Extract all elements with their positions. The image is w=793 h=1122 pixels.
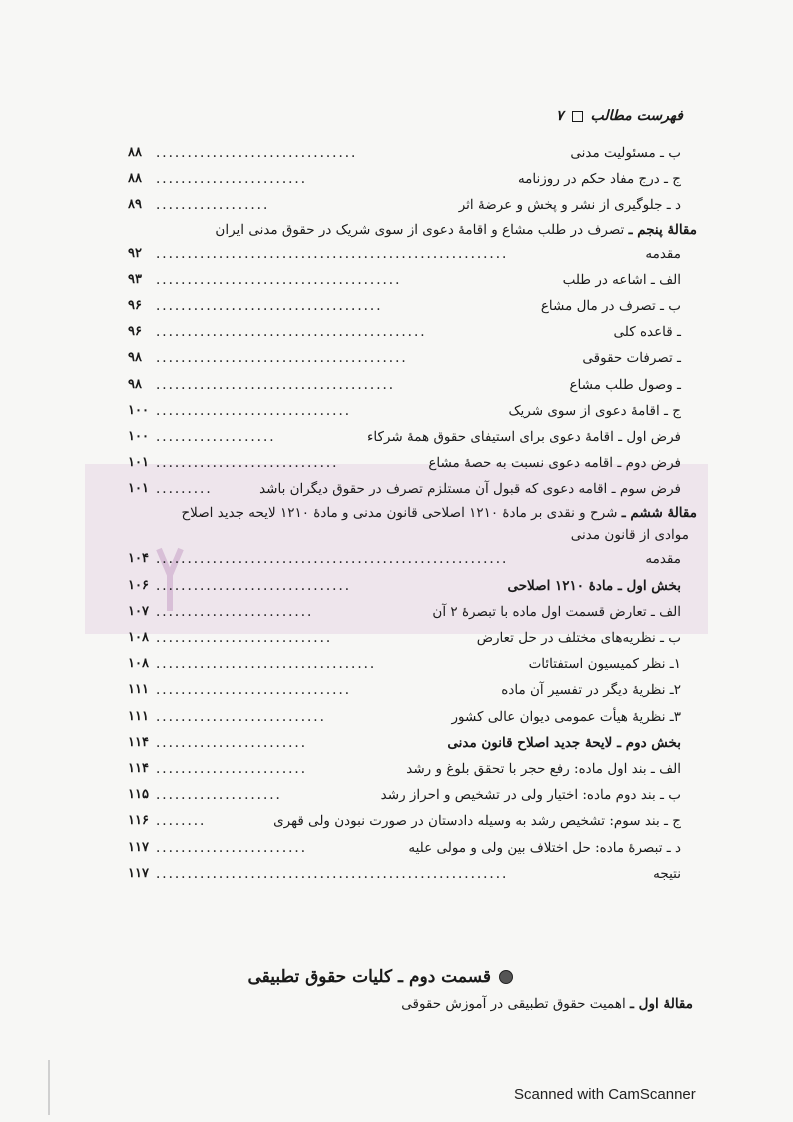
- toc-page-number: ۹۶: [128, 324, 142, 340]
- toc-leader-dots: ........................................: [156, 350, 408, 367]
- toc-page-number: ۹۸: [128, 376, 142, 392]
- toc-page-number: ۱۰۷: [128, 603, 149, 619]
- toc-entry: [128, 573, 681, 599]
- toc-entry: [128, 524, 689, 546]
- toc-entry-title: ب ـ نظریه‌های مختلف در حل تعارض: [476, 630, 681, 646]
- toc-page-number: ۸۸: [128, 145, 142, 160]
- toc-entry: [128, 782, 681, 808]
- margin-line: [48, 1060, 50, 1115]
- toc-leader-dots: ........................: [156, 734, 307, 751]
- toc-entry-title: موادی از قانون مدنی: [570, 527, 689, 544]
- toc-entry-title: الف ـ اشاعه در طلب: [562, 271, 681, 288]
- toc-entry: [128, 319, 681, 345]
- toc-entry-title: الف ـ بند اول ماده: رفع حجر با تحقق بلوغ و رشد: [406, 760, 681, 777]
- toc-page-number: ۱۱۴: [128, 734, 149, 750]
- toc-leader-dots: ...............................: [156, 682, 352, 699]
- toc-leader-dots: ....................................: [156, 297, 383, 314]
- toc-entry-title: فرض سوم ـ اقامه دعوی که قبول آن مستلزم تصرف در حقوق دیگران باشد: [259, 481, 681, 498]
- toc-page-number: ۹۲: [128, 245, 142, 261]
- toc-entry: [128, 140, 681, 166]
- toc-page-number: ۱۱۶: [128, 813, 149, 829]
- toc-entry-title: ـ قاعده کلی: [613, 324, 681, 341]
- toc-entry: [128, 345, 681, 371]
- header-title: فهرست مطالب: [590, 108, 683, 124]
- toc-entry: [128, 808, 681, 834]
- toc-entry: [128, 372, 681, 398]
- toc-entry-title: د ـ جلوگیری از نشر و پخش و عرضهٔ اثر: [458, 197, 681, 214]
- toc-entry-title: بخش دوم ـ لایحهٔ جدید اصلاح قانون مدنی: [447, 734, 681, 751]
- toc-leader-dots: ...........................................: [156, 324, 427, 341]
- toc-page-number: ۱۱۱: [128, 708, 149, 724]
- toc-page-number: ۹۸: [128, 350, 142, 366]
- toc-entry-title: مقالهٔ ششم ـ شرح و نقدی بر مادهٔ ۱۲۱۰ اصلاحی قانون مدنی و مادهٔ ۱۲۱۰ لایحه جدید اصلاح: [181, 505, 697, 522]
- toc-leader-dots: ......................................: [156, 376, 396, 393]
- toc-page-number: ۱۰۶: [128, 577, 149, 593]
- toc-page-number: ۱۱۱: [128, 682, 149, 698]
- scanner-stamp: Scanned with CamScanner: [514, 1086, 696, 1103]
- toc-entry: [128, 625, 681, 651]
- toc-page-number: ۹۶: [128, 297, 142, 313]
- article-title: اهمیت حقوق تطبیقی در آموزش حقوقی: [401, 996, 626, 1012]
- toc-leader-dots: ........................: [156, 760, 307, 777]
- toc-entry: [128, 424, 681, 450]
- toc-entry: [128, 398, 681, 424]
- toc-entry-title: مقدمه: [645, 245, 681, 262]
- toc-entry-title: ج ـ بند سوم: تشخیص رشد به وسیله دادستان در صورت نبودن ولی قهری: [273, 813, 681, 830]
- toc-page-number: ۱۱۵: [128, 787, 149, 803]
- toc-page-number: ۱۱۷: [128, 865, 149, 881]
- toc-entry: [128, 677, 681, 703]
- toc-entry-title: د ـ تبصرهٔ ماده: حل اختلاف بین ولی و مولی علیه: [408, 839, 681, 856]
- toc-entry-title: ۱ـ نظر کمیسیون استفتائات: [528, 656, 681, 673]
- toc-entry-title: نتیجه: [653, 865, 681, 882]
- table-of-contents: [128, 140, 697, 887]
- toc-leader-dots: .........: [156, 481, 213, 498]
- toc-entry-title: ۲ـ نظریهٔ دیگر در تفسیر آن ماده: [501, 682, 681, 699]
- toc-entry-title: ـ تصرفات حقوقی: [582, 350, 681, 367]
- toc-entry-title: فرض دوم ـ اقامه دعوی نسبت به حصهٔ مشاع: [428, 455, 681, 472]
- header-page-number: ۷: [555, 108, 564, 124]
- section-title: قسمت دوم ـ کلیات حقوق تطبیقی: [247, 967, 491, 987]
- toc-page-number: ۱۱۷: [128, 839, 149, 855]
- toc-page-number: ۱۰۱: [128, 481, 149, 497]
- toc-page-number: ۸۹: [128, 197, 142, 213]
- toc-page-number: ۱۰۰: [128, 428, 149, 444]
- toc-entry-title: ب ـ مسئولیت مدنی: [570, 145, 681, 161]
- toc-entry-title: مقالهٔ پنجم ـ تصرف در طلب مشاع و اقامهٔ دعوی از سوی شریک در حقوق مدنی ایران: [215, 221, 697, 238]
- toc-entry: [128, 293, 681, 319]
- toc-leader-dots: ........................: [156, 171, 307, 188]
- toc-entry: [128, 861, 681, 887]
- toc-page-number: ۱۰۸: [128, 630, 149, 645]
- page-header: [556, 108, 683, 124]
- toc-entry: [128, 476, 681, 502]
- toc-entry: [128, 599, 681, 625]
- toc-entry-title: مقدمه: [645, 551, 681, 568]
- toc-page-number: ۹۳: [128, 271, 142, 287]
- toc-leader-dots: ...........................: [156, 708, 326, 725]
- toc-leader-dots: ........: [156, 813, 207, 830]
- toc-entry-title: ج ـ درج مفاد حکم در روزنامه: [517, 171, 681, 188]
- toc-leader-dots: ...............................: [156, 402, 352, 419]
- toc-entry: [128, 267, 681, 293]
- toc-leader-dots: ........................................................: [156, 245, 509, 262]
- toc-entry-title: ـ وصول طلب مشاع: [569, 376, 681, 393]
- toc-leader-dots: ....................: [156, 787, 282, 804]
- toc-page-number: ۱۰۰: [128, 402, 149, 418]
- toc-entry-title: ب ـ تصرف در مال مشاع: [540, 297, 681, 314]
- article-heading: [401, 996, 693, 1012]
- toc-entry-title: بخش اول ـ مادهٔ ۱۲۱۰ اصلاحی: [507, 577, 681, 594]
- toc-leader-dots: .........................: [156, 603, 314, 620]
- toc-entry: [128, 704, 681, 730]
- toc-entry: [128, 730, 681, 756]
- toc-entry: [128, 546, 681, 572]
- toc-leader-dots: ................................: [156, 145, 358, 161]
- toc-page-number: ۱۰۸: [128, 656, 149, 672]
- toc-leader-dots: .............................: [156, 455, 339, 472]
- toc-leader-dots: ...............................: [156, 577, 352, 594]
- toc-entry: [128, 651, 681, 677]
- toc-page-number: ۱۰۱: [128, 455, 149, 471]
- toc-leader-dots: ........................................................: [156, 551, 509, 568]
- toc-entry-title: ج ـ اقامهٔ دعوی از سوی شریک: [508, 402, 681, 419]
- bullet-icon: [499, 970, 513, 984]
- toc-leader-dots: ..................: [156, 197, 270, 214]
- toc-entry: [128, 192, 681, 218]
- toc-leader-dots: ...................: [156, 428, 276, 445]
- toc-leader-dots: ........................: [156, 839, 307, 856]
- toc-entry: [128, 166, 681, 192]
- toc-article-heading: [128, 502, 697, 524]
- article-label: مقالهٔ اول ـ: [630, 996, 693, 1012]
- toc-leader-dots: ............................: [156, 630, 333, 646]
- toc-entry-title: ۳ـ نظریهٔ هیأت عمومی دیوان عالی کشور: [451, 708, 681, 725]
- toc-entry: [128, 241, 681, 267]
- toc-entry: [128, 756, 681, 782]
- toc-page-number: ۱۱۴: [128, 760, 149, 776]
- section-heading: [247, 967, 513, 987]
- toc-entry-title: فرض اول ـ اقامهٔ دعوی برای استیفای حقوق همهٔ شرکاء: [367, 428, 681, 445]
- toc-leader-dots: ........................................................: [156, 865, 509, 882]
- toc-leader-dots: ...................................: [156, 656, 377, 673]
- toc-entry-title: ب ـ بند دوم ماده: اختیار ولی در تشخیص و احراز رشد: [380, 787, 681, 804]
- toc-leader-dots: .......................................: [156, 271, 402, 288]
- toc-article-heading: [128, 219, 697, 241]
- toc-entry-title: الف ـ تعارض قسمت اول ماده با تبصرهٔ ۲ آن: [432, 603, 681, 620]
- toc-entry: [128, 835, 681, 861]
- header-box-icon: [572, 111, 583, 122]
- toc-page-number: ۸۸: [128, 171, 142, 187]
- toc-page-number: ۱۰۴: [128, 551, 149, 567]
- toc-entry: [128, 450, 681, 476]
